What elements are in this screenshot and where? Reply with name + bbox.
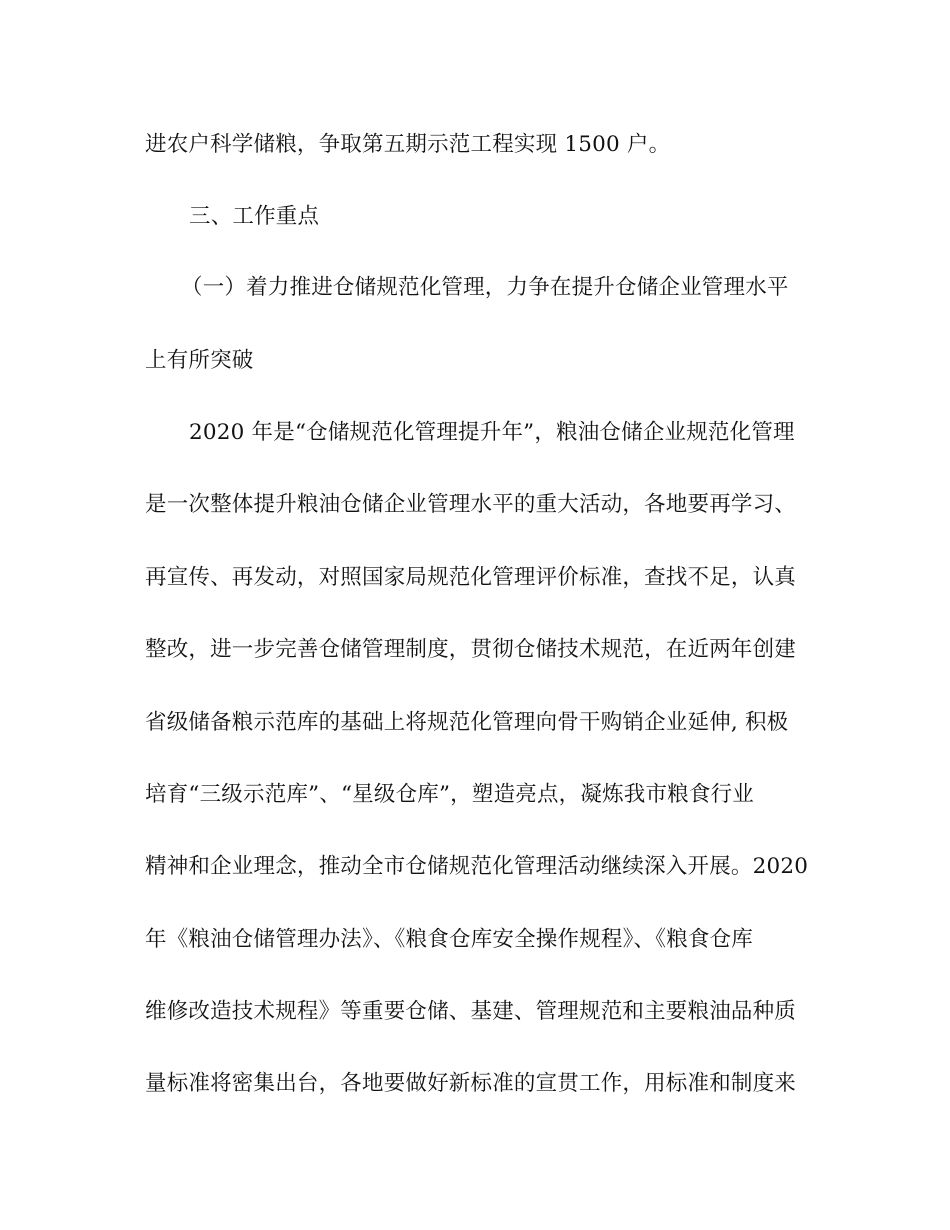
subsection-heading-line-1: （一）着力推进仓储规范化管理，力争在提升仓储企业管理水平 — [181, 275, 789, 300]
subsection-heading-line-2: 上有所突破 — [145, 348, 254, 373]
paragraph-line-1: 进农户科学储粮，争取第五期示范工程实现 1500 户。 — [145, 132, 671, 157]
paragraph-line-7: 培育“三级示范库”、“星级仓库”，塑造亮点，凝炼我市粮食行业 — [145, 782, 754, 807]
paragraph-line-3: 是一次整体提升粮油仓储企业管理水平的重大活动，各地要再学习、 — [145, 492, 797, 517]
paragraph-line-5: 整改，进一步完善仓储管理制度，贯彻仓储技术规范，在近两年创建 — [145, 637, 797, 662]
paragraph-line-9: 年《粮油仓储管理办法》、《粮食仓库安全操作规程》、《粮食仓库 — [145, 927, 754, 952]
paragraph-line-2: 2020 年是“仓储规范化管理提升年”，粮油仓储企业规范化管理 — [189, 420, 795, 445]
paragraph-line-4: 再宣传、再发动，对照国家局规范化管理评价标准，查找不足，认真 — [145, 565, 797, 590]
paragraph-line-10: 维修改造技术规程》等重要仓储、基建、管理规范和主要粮油品种质 — [145, 999, 797, 1024]
paragraph-line-8: 精神和企业理念，推动全市仓储规范化管理活动继续深入开展。2020 — [145, 854, 809, 879]
section-heading: 三、工作重点 — [189, 204, 320, 229]
paragraph-line-11: 量标准将密集出台，各地要做好新标准的宣贯工作，用标准和制度来 — [145, 1071, 797, 1096]
paragraph-line-6: 省级储备粮示范库的基础上将规范化管理向骨干购销企业延伸, 积极 — [145, 710, 789, 735]
